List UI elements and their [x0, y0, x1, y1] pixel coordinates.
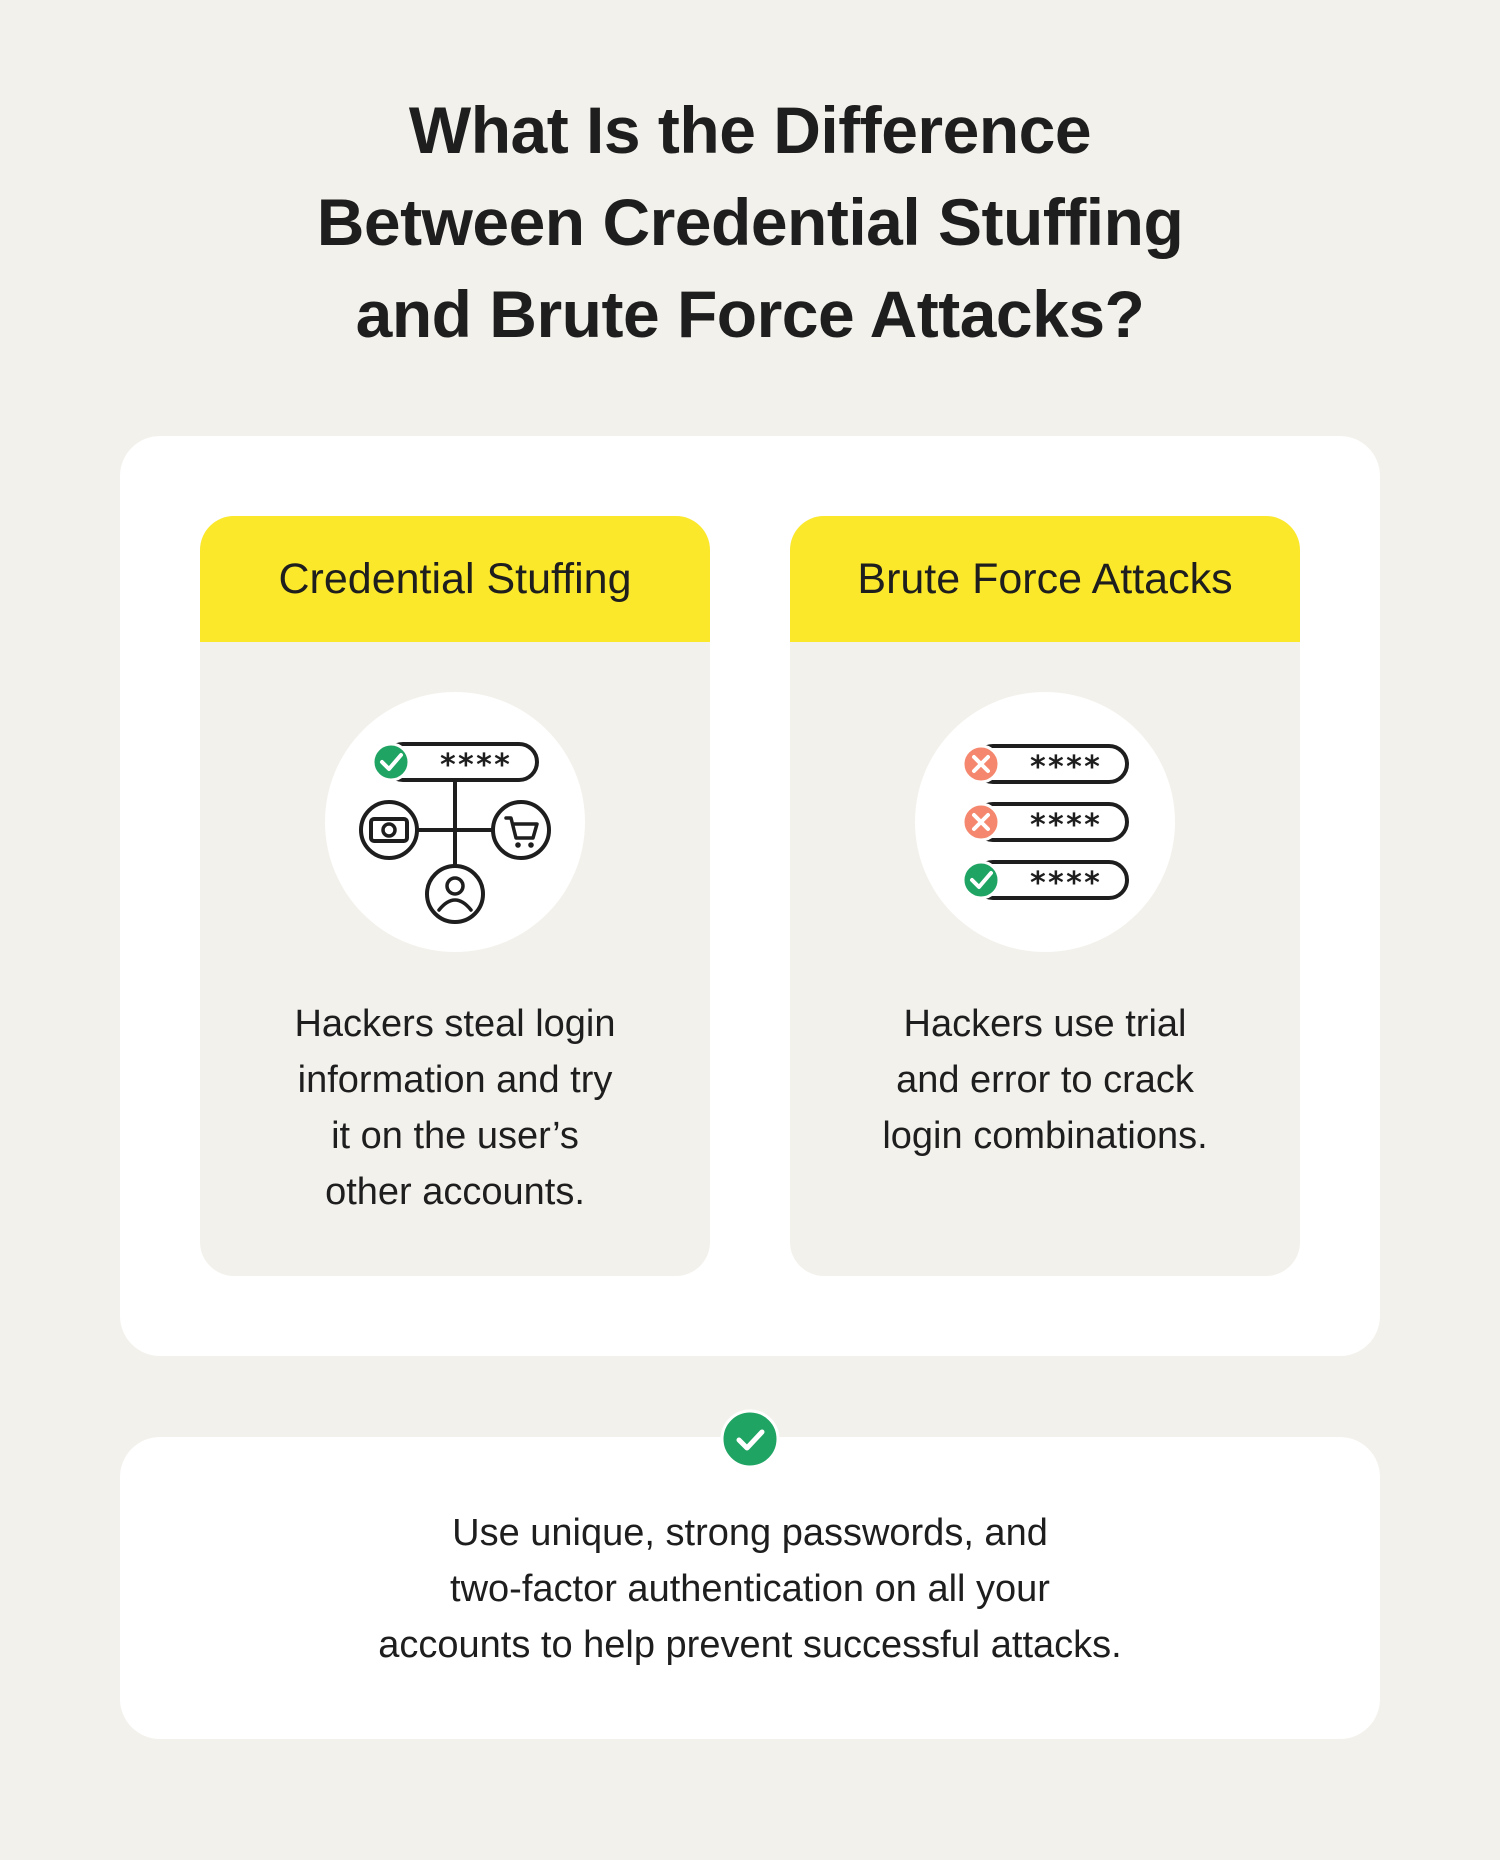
description-line: other accounts. [325, 1171, 585, 1213]
tip-text [120, 1505, 1380, 1673]
description-line: and error to crack [896, 1059, 1194, 1101]
icon-circle [915, 692, 1175, 952]
password-mask: **** [438, 748, 512, 783]
card-description [790, 996, 1300, 1164]
title-line: and Brute Force Attacks? [355, 277, 1145, 351]
credential-network-icon [325, 692, 585, 952]
comparison-panel [120, 436, 1380, 1356]
password-mask: **** [1028, 866, 1102, 901]
title-line: What Is the Difference [408, 93, 1092, 167]
password-mask: **** [1028, 750, 1102, 785]
tip-box [120, 1437, 1380, 1739]
check-circle-icon [720, 1409, 780, 1469]
card-heading: Brute Force Attacks [790, 516, 1300, 642]
description-line: login combinations. [882, 1115, 1208, 1157]
credential-stuffing-card [200, 516, 710, 1276]
tip-line: accounts to help prevent successful attacks. [378, 1624, 1122, 1666]
description-line: Hackers steal login [294, 1003, 616, 1045]
success-check-icon [373, 744, 409, 780]
password-mask: **** [1028, 808, 1102, 843]
password-attempts-icon [915, 692, 1175, 952]
user-icon [427, 866, 483, 922]
card-description [200, 996, 710, 1220]
cart-icon [493, 802, 549, 858]
error-x-icon [963, 804, 999, 840]
brute-force-card [790, 516, 1300, 1276]
tip-line: two-factor authentication on all your [450, 1568, 1050, 1610]
page-title [0, 84, 1500, 360]
description-line: it on the user’s [331, 1115, 579, 1157]
description-line: information and try [297, 1059, 613, 1101]
icon-circle [325, 692, 585, 952]
tip-line: Use unique, strong passwords, and [452, 1512, 1048, 1554]
card-heading: Credential Stuffing [200, 516, 710, 642]
title-line: Between Credential Stuffing [316, 185, 1184, 259]
error-x-icon [963, 746, 999, 782]
money-icon [361, 802, 417, 858]
description-line: Hackers use trial [903, 1003, 1187, 1045]
success-check-icon [963, 862, 999, 898]
